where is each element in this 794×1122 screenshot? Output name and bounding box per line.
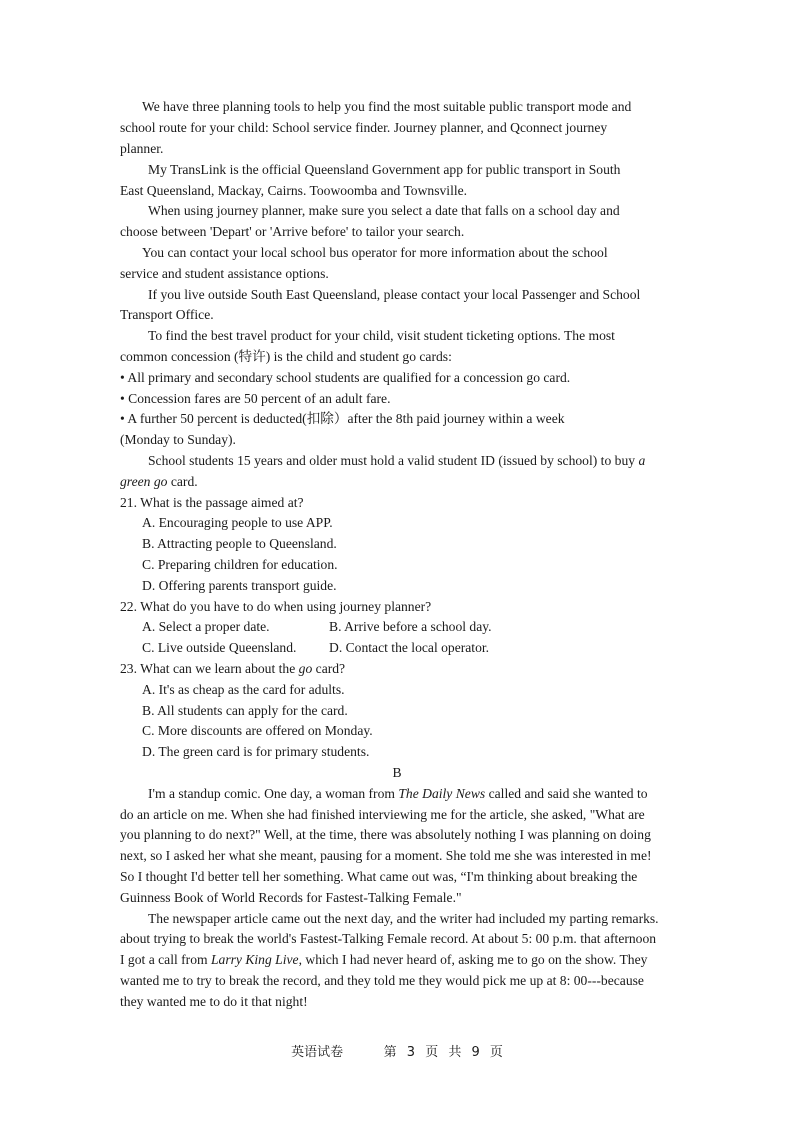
option-22-a: A. Select a proper date. [142, 619, 270, 634]
option-23-a: A. It's as cheap as the card for adults. [142, 682, 345, 697]
text-span: card? [312, 661, 346, 676]
option-21-b: B. Attracting people to Queensland. [142, 536, 337, 551]
footer-subject: 英语试卷 [291, 1045, 344, 1060]
text-span: card. [167, 474, 198, 489]
passage-a-line: choose between 'Depart' or 'Arrive before' to tailor your search. [120, 224, 465, 239]
option-22-b: B. Arrive before a school day. [329, 619, 492, 634]
passage-a-line: You can contact your local school bus operator for more information about the school [142, 245, 608, 260]
passage-a-line: To find the best travel product for your child, visit student ticketing options. The most [148, 328, 615, 343]
passage-a-line: We have three planning tools to help you find the most suitable public transport mode and [142, 99, 632, 114]
text-span: School students 15 years and older must hold a valid student ID (issued by school) to buy [148, 453, 639, 468]
italic-term: a [638, 453, 646, 468]
option-21-a: A. Encouraging people to use APP. [142, 515, 333, 530]
italic-title: The Daily News [398, 786, 486, 801]
passage-a-line: Transport Office. [120, 307, 214, 322]
text-span: 23. What can we learn about the [120, 661, 299, 676]
passage-a-line: When using journey planner, make sure you select a date that falls on a school day and [148, 203, 620, 218]
passage-b-line: So I thought I'd better tell her something. What came out was, “I'm thinking about breaking the [120, 869, 638, 884]
option-21-d: D. Offering parents transport guide. [142, 578, 337, 593]
italic-title: Larry King Live [210, 952, 299, 967]
question-22: 22. What do you have to do when using journey planner? [120, 599, 432, 614]
passage-a-line: common concession (特许) is the child and student go cards: [120, 349, 452, 364]
passage-b-line: Guinness Book of World Records for Fastest-Talking Female." [120, 890, 462, 905]
text-span: I'm a standup comic. One day, a woman from [148, 786, 399, 801]
italic-term: green go [120, 474, 168, 489]
passage-a-line: school route for your child: School service finder. Journey planner, and Qconnect journey [120, 120, 608, 135]
passage-a-line: service and student assistance options. [120, 266, 329, 281]
question-23 [120, 659, 345, 680]
passage-b-line: they wanted me to do it that night! [120, 994, 308, 1009]
passage-a-line: East Queensland, Mackay, Cairns. Toowoomba and Townsville. [120, 183, 468, 198]
page-footer [0, 1041, 794, 1060]
section-heading: B [392, 765, 402, 780]
passage-a-line [148, 451, 645, 472]
bullet-item: • A further 50 percent is deducted(扣除）after the 8th paid journey within a week [120, 411, 565, 426]
passage-b-line: you planning to do next?" Well, at the time, there was absolutely nothing I was planning on doing [120, 827, 651, 842]
option-23-d: D. The green card is for primary students. [142, 744, 370, 759]
passage-b-line [148, 784, 648, 805]
text-span: , which I had never heard of, asking me to go on the show. They [298, 952, 648, 967]
option-23-b: B. All students can apply for the card. [142, 703, 348, 718]
passage-b-line: do an article on me. When she had finished interviewing me for the article, she asked, "What are [120, 807, 645, 822]
footer-page-number: 第 3 页 共 9 页 [383, 1045, 503, 1060]
passage-a-line: My TransLink is the official Queensland Government app for public transport in South [148, 162, 621, 177]
bullet-item: • All primary and secondary school students are qualified for a concession go card. [120, 370, 571, 385]
bullet-item: • Concession fares are 50 percent of an adult fare. [120, 391, 391, 406]
passage-b-line [120, 950, 647, 971]
passage-b-line: about trying to break the world's Fastest-Talking Female record. At about 5: 00 p.m. that afternoon [120, 931, 657, 946]
bullet-item-continuation: (Monday to Sunday). [120, 432, 236, 447]
passage-b-line: wanted me to try to break the record, and they told me they would pick me up at 8: 00---because [120, 973, 644, 988]
option-22-d: D. Contact the local operator. [329, 640, 490, 655]
question-21: 21. What is the passage aimed at? [120, 495, 304, 510]
passage-a-line: planner. [120, 141, 164, 156]
passage-a-line [120, 472, 198, 493]
passage-a-line: If you live outside South East Queensland, please contact your local Passenger and School [148, 287, 641, 302]
text-span: called and said she wanted to [485, 786, 648, 801]
text-span: I got a call from [120, 952, 211, 967]
option-21-c: C. Preparing children for education. [142, 557, 338, 572]
option-23-c: C. More discounts are offered on Monday. [142, 723, 373, 738]
italic-term: go [298, 661, 313, 676]
option-22-c: C. Live outside Queensland. [142, 640, 297, 655]
passage-b-line: next, so I asked her what she meant, pausing for a moment. She told me she was interested in me! [120, 848, 652, 863]
passage-b-line: The newspaper article came out the next day, and the writer had included my parting remarks. [148, 911, 659, 926]
